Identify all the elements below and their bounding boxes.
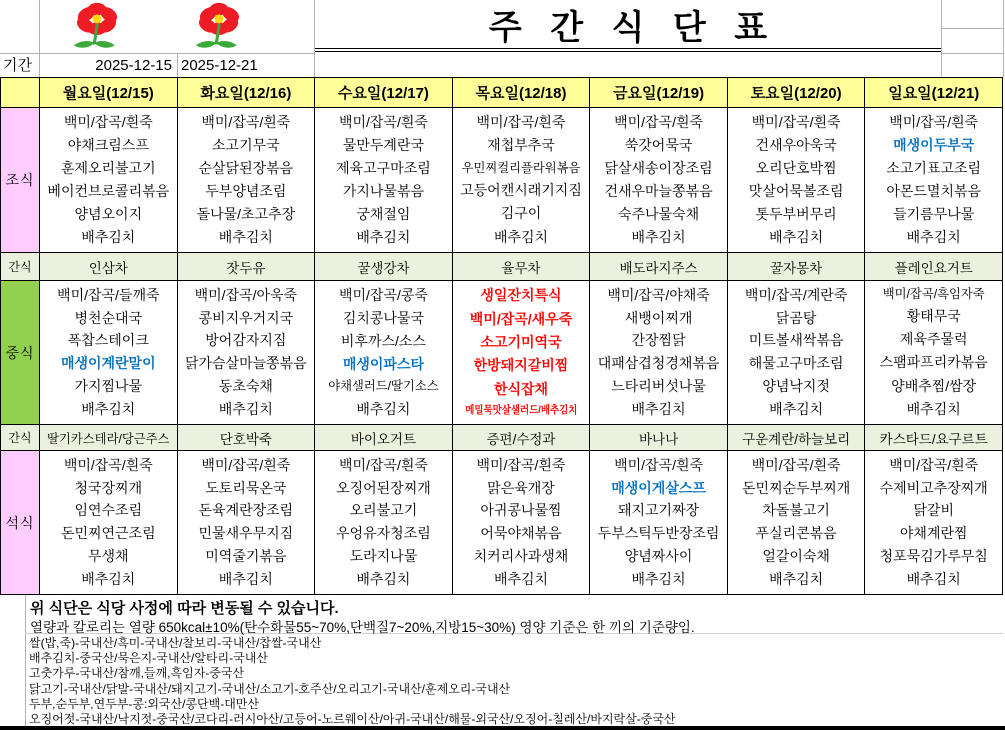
day-header-cell: 토요일(12/20)	[728, 78, 865, 107]
snack-cell: 잣두유	[178, 253, 315, 280]
day-header-cell: 수요일(12/17)	[315, 78, 452, 107]
menu-item: 톳두부버무리	[755, 205, 837, 222]
menu-item: 대패삼겹청경채볶음	[597, 355, 720, 372]
menu-item: 스팸파프리카볶음	[879, 354, 988, 371]
day-header-cell: 월요일(12/15)	[40, 78, 177, 107]
menu-item: 배추김치	[631, 570, 686, 587]
menu-item: 백미/잡곡/흰죽	[201, 113, 291, 130]
menu-item: 배추김치	[218, 228, 273, 245]
menu-item: 양념오이지	[74, 205, 143, 222]
menu-cell	[40, 108, 177, 252]
row-label-dinner: 석식	[1, 451, 39, 594]
menu-item: 생일잔치특식	[480, 287, 562, 304]
menu-item: 김구이	[500, 205, 542, 222]
menu-item: 백미/잡곡/흰죽	[63, 456, 153, 473]
menu-item: 콩비지우거지국	[198, 309, 294, 326]
menu-item: 아몬드멸치볶음	[886, 182, 982, 199]
gridline	[941, 0, 942, 77]
menu-item: 메밀묵맛살샐러드/배추김치	[464, 404, 578, 417]
snack-cell: 증편/수정과	[453, 425, 590, 450]
period-label: 기간	[3, 57, 32, 74]
menu-item: 김치콩나물국	[342, 310, 424, 327]
menu-item: 훈제오리불고기	[60, 159, 156, 176]
menu-item: 닭갈비	[913, 502, 954, 519]
menu-cell	[453, 451, 590, 594]
menu-cell	[590, 108, 727, 252]
gridline	[0, 53, 315, 54]
flower-icon	[163, 2, 275, 51]
menu-item: 돈육계란장조림	[198, 502, 294, 519]
menu-item: 야채크림스프	[67, 136, 149, 153]
menu-cell	[178, 451, 315, 594]
menu-item: 재첩부추국	[487, 137, 555, 154]
menu-item: 방어감자지짐	[205, 332, 287, 349]
gridline	[314, 0, 315, 77]
menu-item: 아귀콩나물찜	[480, 502, 562, 519]
gridline	[177, 54, 178, 77]
menu-cell	[865, 281, 1002, 424]
gridline	[941, 28, 1004, 29]
menu-item: 들기름무나물	[893, 205, 975, 222]
snack-cell: 구운계란/하늘보리	[728, 425, 865, 450]
menu-item: 한식잡채	[493, 380, 549, 397]
snack-cell: 꿀자몽차	[728, 253, 865, 280]
menu-item: 건새우아욱국	[755, 136, 837, 153]
menu-cell	[40, 281, 177, 424]
notice-nutrition: 열량과 칼로리는 열량 650kcal±10%(탄수화물55~70%,단백질7~20%,지방15~30%) 영양 기준은 한 끼의 기준량임.	[30, 620, 695, 635]
origin-line: 쌀(밥,죽)-국내산/흑미-국내산/찰보리-국내산/찹쌀-국내산	[29, 636, 322, 650]
menu-item: 베이컨브로콜리볶음	[47, 182, 170, 199]
period-end-date: 2025-12-21	[181, 57, 258, 74]
menu-item: 백미/잡곡/흰죽	[889, 113, 979, 130]
menu-item: 배추김치	[493, 570, 549, 587]
menu-item: 비후까스/소스	[340, 333, 426, 350]
menu-item: 배추김치	[356, 400, 411, 417]
menu-grid	[0, 77, 1003, 595]
menu-item: 백미/잡곡/흰죽	[201, 456, 291, 473]
menu-item: 배추김치	[218, 570, 273, 587]
menu-item: 돌나물/초고추장	[196, 205, 296, 222]
notice-bold: 위 식단은 식당 사정에 따라 변동될 수 있습니다.	[30, 600, 339, 617]
origin-line: 닭고기-국내산/닭발-국내산/돼지고기-국내산/소고기-호주산/오리고기-국내산/훈제오리-국내산	[29, 681, 511, 696]
menu-cell	[865, 451, 1002, 594]
menu-item: 가지찜나물	[74, 378, 143, 395]
origin-line: 두부,순두부,연두부-콩:외국산/콩단백-대만산	[29, 696, 259, 711]
menu-item: 닭곰탕	[775, 309, 817, 326]
menu-item: 도라지나물	[349, 548, 418, 565]
menu-item: 새뱅이찌개	[624, 309, 693, 326]
menu-cell	[865, 108, 1002, 252]
menu-item: 물만두계란국	[342, 136, 424, 153]
menu-item: 동초숙채	[218, 378, 273, 395]
day-header-cell: 화요일(12/16)	[178, 78, 315, 107]
menu-item: 백미/잡곡/흰죽	[63, 113, 153, 130]
row-label-snack-pm: 간식	[1, 425, 39, 450]
snack-cell: 꿀생강차	[315, 253, 452, 280]
menu-item: 황태무국	[906, 308, 961, 325]
menu-item: 야채샐러드/딸기소스	[328, 379, 439, 394]
menu-item: 숙주나물숙채	[617, 205, 700, 222]
menu-item: 폭찹스테이크	[67, 332, 149, 349]
origin-line: 배추김치-중국산/묵은지-국내산/알타리-국내산	[29, 651, 268, 666]
menu-cell	[315, 281, 452, 424]
menu-item: 배추김치	[769, 400, 824, 417]
snack-cell: 카스타드/요구르트	[865, 425, 1002, 450]
menu-item: 느타리버섯나물	[611, 378, 706, 395]
menu-cell	[728, 108, 865, 252]
flower-icon	[41, 2, 153, 51]
snack-cell: 인삼차	[40, 253, 177, 280]
menu-item: 배추김치	[906, 570, 961, 587]
gridline	[1003, 0, 1004, 77]
menu-cell	[728, 451, 865, 594]
menu-item: 임연수조림	[74, 502, 143, 519]
menu-item: 백미/잡곡/계란죽	[744, 286, 848, 303]
menu-item: 배추김치	[81, 570, 136, 587]
menu-item: 쑥갓어묵국	[624, 136, 693, 153]
snack-cell: 배도라지주스	[590, 253, 727, 280]
menu-item: 차돌불고기	[762, 502, 830, 519]
menu-item: 도토리묵온국	[205, 479, 287, 496]
menu-item: 매생이게살스프	[611, 479, 706, 496]
menu-cell	[178, 108, 315, 252]
menu-item: 닭가슴살마늘쫑볶음	[184, 355, 307, 372]
menu-item: 백미/잡곡/흰죽	[476, 113, 566, 130]
menu-item: 제육주물럭	[899, 331, 968, 348]
menu-item: 소고기미역국	[480, 333, 562, 350]
menu-item: 청국장찌개	[74, 479, 143, 496]
gridline	[25, 595, 26, 726]
menu-item: 백미/잡곡/흰죽	[751, 113, 841, 130]
menu-item: 배추김치	[81, 400, 136, 417]
bottom-border-divider	[0, 726, 1005, 730]
menu-item: 병천순대국	[74, 309, 143, 326]
day-header-cell: 일요일(12/21)	[865, 78, 1002, 107]
title-underline-divider	[315, 48, 941, 52]
menu-item: 배추김치	[769, 570, 824, 587]
menu-item: 배추김치	[631, 400, 686, 417]
menu-cell	[728, 281, 865, 424]
menu-item: 백미/잡곡/흰죽	[476, 456, 566, 473]
menu-item: 고등어캔시래기지짐	[460, 182, 582, 199]
snack-cell: 바이오거트	[315, 425, 452, 450]
day-header-cell: 금요일(12/19)	[590, 78, 727, 107]
menu-item: 배추김치	[356, 228, 411, 245]
menu-item: 돼지고기짜장	[617, 502, 700, 519]
menu-item: 백미/잡곡/들깨죽	[57, 286, 160, 303]
snack-cell: 단호박죽	[178, 425, 315, 450]
menu-item: 배추김치	[769, 228, 824, 245]
gridline	[941, 53, 1004, 54]
menu-item: 양배추찜/쌈장	[891, 377, 977, 394]
menu-item: 두부스틱두반장조림	[597, 525, 720, 542]
menu-item: 백미/잡곡/아욱죽	[194, 286, 298, 303]
menu-item: 건새우마늘쫑볶음	[604, 182, 713, 199]
menu-item: 백미/잡곡/야채죽	[607, 286, 710, 303]
menu-item: 백미/잡곡/흰죽	[889, 456, 979, 473]
menu-item: 배추김치	[631, 228, 686, 245]
menu-item: 해물고구마조림	[748, 355, 844, 372]
origin-line: 오징어젓-국내산/낙지젓-중국산/코다리-러시아산/고등어-노르웨이산/아귀-국내산/해물-외국산/오징어-칠레산/바지락살-중국산	[29, 712, 676, 727]
menu-cell	[453, 281, 590, 424]
row-label-lunch: 중식	[1, 281, 39, 424]
menu-item: 어묵야채볶음	[480, 525, 562, 542]
menu-cell	[453, 108, 590, 252]
header-corner-cell	[1, 78, 39, 107]
menu-item: 무생채	[87, 548, 129, 565]
menu-item: 배추김치	[906, 228, 961, 245]
menu-item: 매생이계란말이	[60, 355, 156, 372]
menu-item: 우엉유자청조림	[336, 525, 431, 542]
day-header-cell: 목요일(12/18)	[453, 78, 590, 107]
period-start-date: 2025-12-15	[95, 57, 172, 74]
menu-item: 백미/잡곡/새우죽	[469, 310, 573, 327]
menu-item: 순살닭된장볶음	[198, 159, 294, 176]
menu-item: 배추김치	[218, 400, 273, 417]
menu-item: 간장찜닭	[631, 332, 686, 349]
origin-line: 고춧가루-국내산/참깨,들깨,흑임자-중국산	[29, 666, 245, 681]
menu-item: 배추김치	[356, 570, 411, 587]
menu-item: 수제비고추장찌개	[879, 479, 988, 496]
menu-item: 오징어된장찌개	[336, 479, 431, 496]
snack-cell: 플레인요거트	[865, 253, 1002, 280]
menu-cell	[178, 281, 315, 424]
menu-item: 돈민찌순두부찌개	[742, 479, 851, 496]
menu-item: 오리단호박찜	[755, 159, 837, 176]
menu-item: 푸실리콘볶음	[755, 525, 837, 542]
menu-item: 맑은육개장	[487, 479, 555, 496]
menu-cell	[590, 281, 727, 424]
menu-item: 우민찌컬리플라워볶음	[461, 160, 581, 175]
snack-cell: 율무차	[453, 253, 590, 280]
menu-cell	[315, 451, 452, 594]
menu-item: 제육고구마조림	[336, 159, 431, 176]
menu-item: 백미/잡곡/흰죽	[614, 113, 704, 130]
menu-item: 맛살어묵볼조림	[748, 182, 844, 199]
menu-item: 백미/잡곡/흰죽	[338, 113, 428, 130]
menu-cell	[590, 451, 727, 594]
menu-item: 양념낙지젓	[762, 378, 830, 395]
snack-cell: 바나나	[590, 425, 727, 450]
menu-item: 미트볼새싹볶음	[748, 332, 844, 349]
menu-item: 양념짜사이	[624, 548, 693, 565]
page-title: 주 간 식 단 표	[488, 9, 778, 47]
menu-item: 백미/잡곡/흰죽	[338, 456, 428, 473]
snack-cell: 딸기카스테라/당근주스	[40, 425, 177, 450]
menu-item: 돈민찌연근조림	[60, 525, 156, 542]
row-label-snack-am: 간식	[1, 253, 39, 280]
menu-item: 한방돼지갈비찜	[473, 357, 569, 374]
menu-item: 백미/잡곡/콩죽	[338, 286, 428, 303]
menu-item: 궁채절임	[356, 205, 411, 222]
row-label-breakfast: 조식	[1, 108, 39, 252]
menu-item: 야채계란찜	[899, 525, 968, 542]
menu-item: 백미/잡곡/흰죽	[614, 456, 704, 473]
flowers-cell	[0, 0, 315, 53]
menu-cell	[315, 108, 452, 252]
menu-item: 미역줄기볶음	[205, 548, 287, 565]
menu-item: 소고기표고조림	[886, 159, 982, 176]
menu-item: 매생이파스타	[342, 356, 424, 373]
menu-item: 소고기무국	[212, 136, 280, 153]
menu-item: 배추김치	[81, 228, 136, 245]
menu-item: 치커리사과생채	[473, 548, 569, 565]
menu-item: 두부양념조림	[205, 182, 287, 199]
menu-item: 백미/잡곡/흰죽	[751, 456, 841, 473]
menu-cell	[40, 451, 177, 594]
origin-list	[29, 636, 676, 727]
menu-item: 청포묵김가루무침	[879, 548, 988, 565]
menu-item: 배추김치	[493, 228, 549, 245]
menu-item: 닭살새송이장조림	[604, 159, 713, 176]
menu-item: 백미/잡곡/흑임자죽	[882, 286, 985, 301]
menu-item: 얼갈이숙채	[762, 548, 830, 565]
menu-item: 가지나물볶음	[342, 182, 424, 199]
menu-item: 배추김치	[906, 400, 961, 417]
menu-item: 매생이두부국	[893, 136, 975, 153]
menu-item: 오리불고기	[349, 502, 418, 519]
menu-item: 민물새우무지짐	[198, 525, 294, 542]
